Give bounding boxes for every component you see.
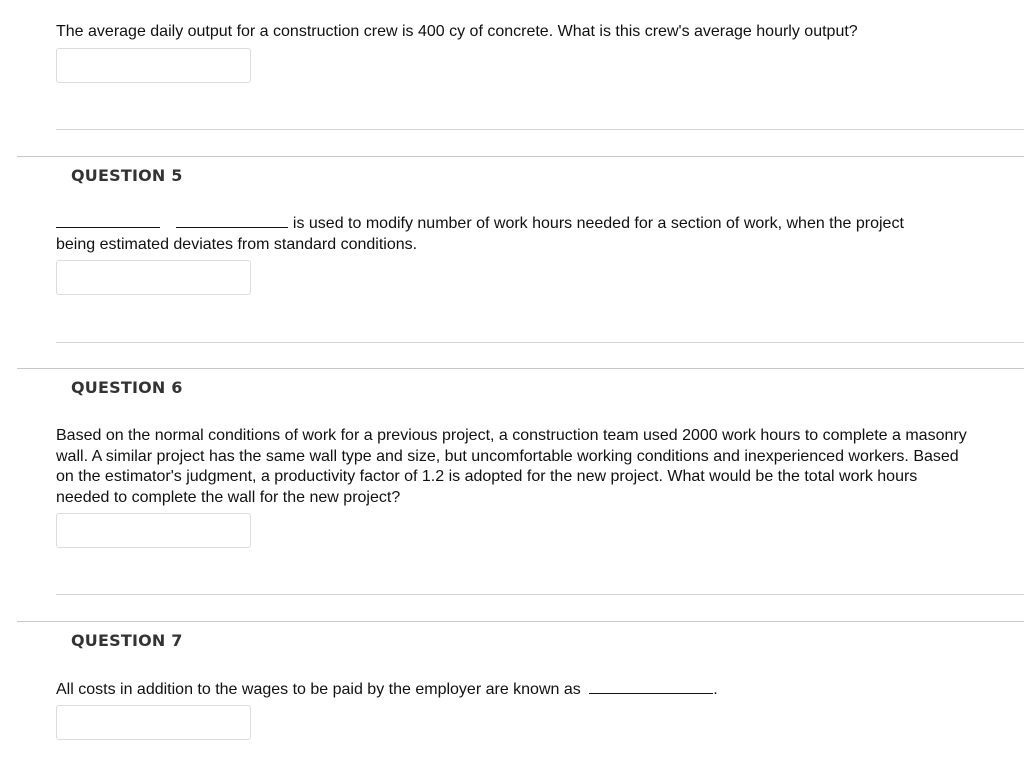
question-7-blank [589, 679, 713, 694]
question-6-text: Based on the normal conditions of work for a previous project, a construction team used 2000 work hours to complete a masonry wall. A similar project has the same wall type and size, but uncomfortable working conditions and inexperienced workers. Based on the estimator's judgment, a productivity factor of 1.2 is adopted for the new project. What would be the total work hours needed to complete the wall for the new project? [56, 427, 967, 506]
question-7-text-part-2: . [713, 681, 718, 698]
question-6-answer-input[interactable] [56, 513, 251, 548]
question-5-line-1 [56, 213, 971, 235]
question-7-text [56, 679, 971, 701]
question-5-blank-1 [56, 213, 160, 228]
question-5-divider [56, 342, 1024, 343]
question-4-text: The average daily output for a construction crew is 400 cy of concrete. What is this crew's average hourly output? [56, 23, 858, 40]
question-4-divider [56, 129, 1024, 130]
question-7-separator [17, 621, 1024, 622]
question-6-separator [17, 368, 1024, 369]
question-5-separator [17, 156, 1024, 157]
question-7-heading: QUESTION 7 [71, 631, 183, 650]
question-4-answer-input[interactable] [56, 48, 251, 83]
question-7-text-part-1: All costs in addition to the wages to be paid by the employer are known as [56, 681, 581, 698]
question-5-blank-2 [176, 213, 288, 228]
question-5-line-2: being estimated deviates from standard conditions. [56, 235, 418, 253]
question-6-divider [56, 594, 1024, 595]
question-5-text-part-1: is used to modify number of work hours needed for a section of work, when the project [292, 215, 904, 232]
question-7-answer-input[interactable] [56, 705, 251, 740]
question-5-heading: QUESTION 5 [71, 166, 183, 185]
question-5-answer-input[interactable] [56, 260, 251, 295]
question-5-text [56, 213, 971, 255]
question-6-heading: QUESTION 6 [71, 378, 183, 397]
